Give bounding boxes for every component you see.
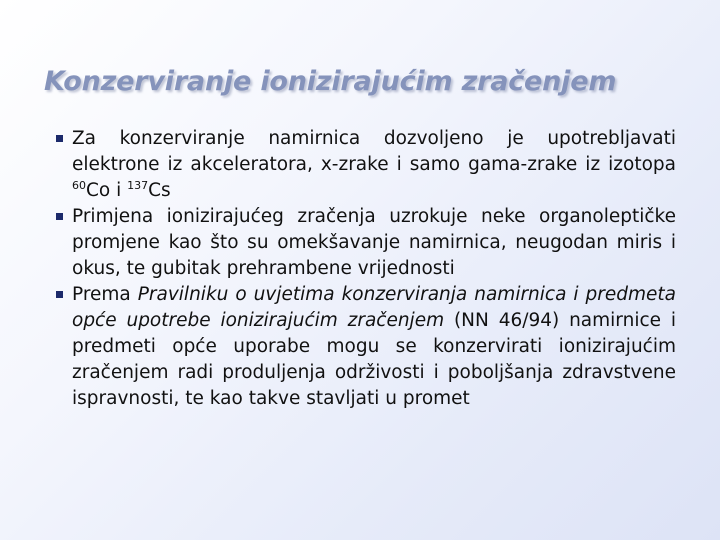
bullet-text-part: Cs [148,180,171,201]
bullet-text-part: Co i [86,180,128,201]
bullet-text [72,282,676,412]
bullet-text [72,126,676,204]
list-item [56,282,676,412]
regulation-title: Pravilniku o uvjetima konzerviranja namirnica i predmeta opće upotrebe ionizirajućim zračenjem [72,284,676,331]
bullet-text-part: Za konzerviranje namirnica dozvoljeno je upotrebljavati elektrone iz akceleratora, x-zrake i samo gama-zrake iz izotopa [72,128,676,175]
square-bullet-icon [56,213,63,220]
slide-title: Konzerviranje ionizirajućim zračenjem [44,66,617,97]
square-bullet-icon [56,291,63,298]
list-item [56,204,676,282]
bullet-text-part: (NN 46/94) namirnice i predmeti opće uporabe mogu se konzervirati ionizirajućim zračenjem radi produljenja održivosti i poboljšanja zdravstvene ispravnosti, te kao takve stavljati u promet [72,310,676,409]
isotope-mass-number: 137 [127,178,149,192]
square-bullet-icon [56,135,63,142]
bullet-text: Primjena ionizirajućeg zračenja uzrokuje neke organoleptičke promjene kao što su omekšavanje namirnica, neugodan miris i okus, te gubitak prehrambene vrijednosti [72,206,676,279]
bullet-text-part: Prema [72,284,138,305]
isotope-mass-number: 60 [72,178,86,192]
list-item [56,126,676,204]
bullet-list [56,126,676,412]
